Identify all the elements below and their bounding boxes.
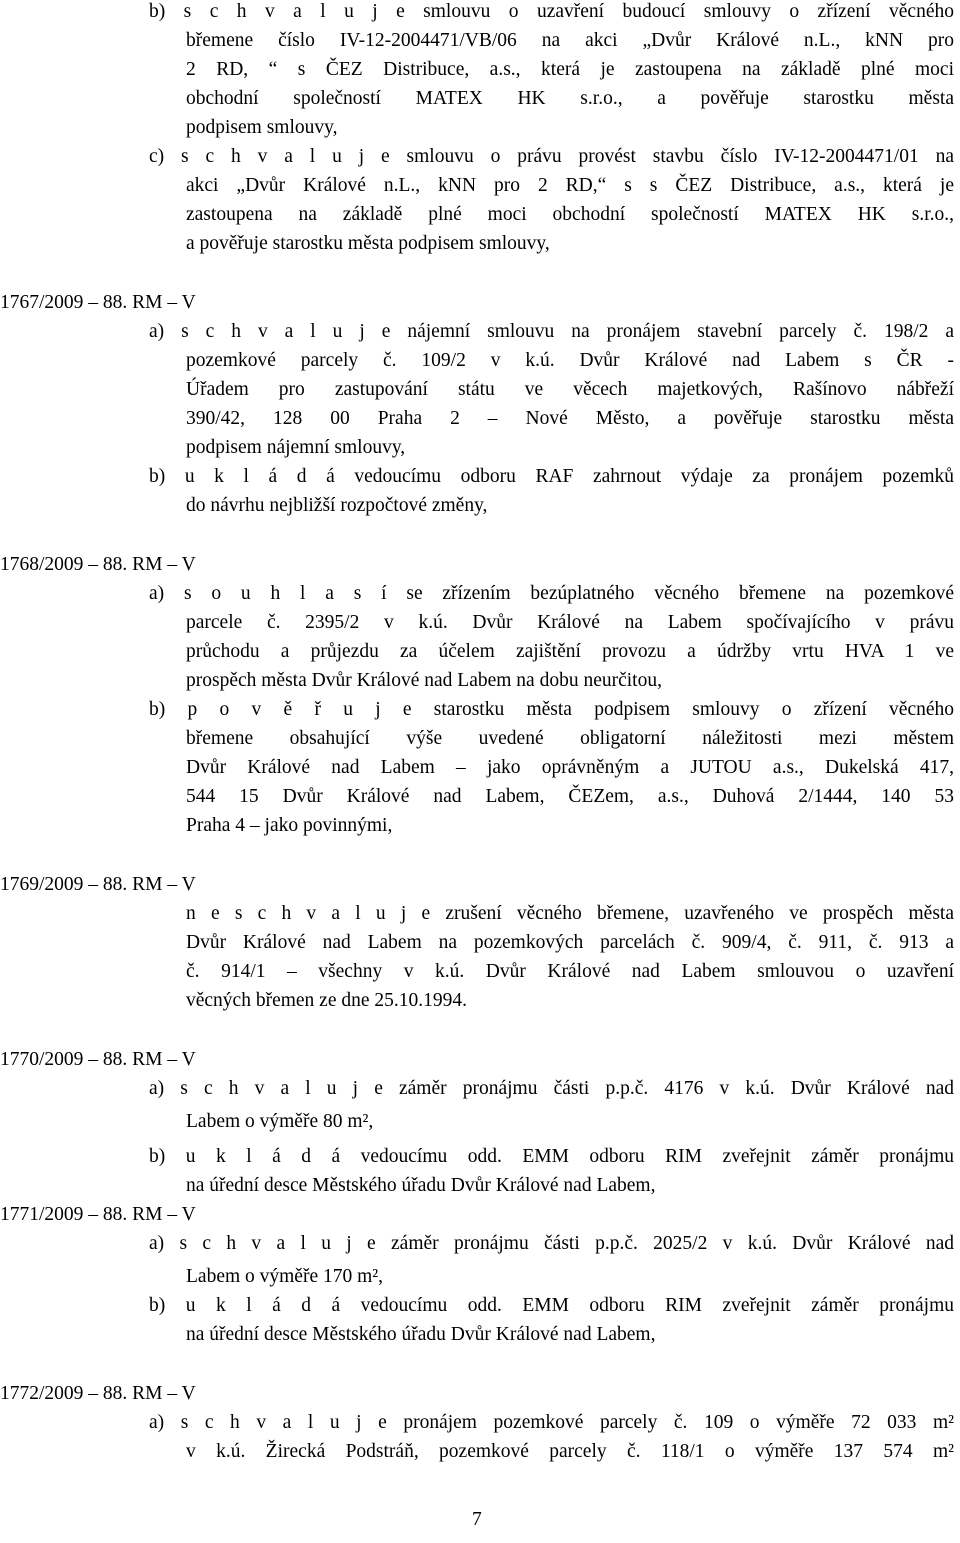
text-line: 2 RD, “ s ČEZ Distribuce, a.s., která je zastoupena na základě plné moci: [186, 59, 954, 80]
text-line: 1768/2009 – 88. RM – V: [0, 554, 196, 575]
text-line: 390/42, 128 00 Praha 2 – Nové Město, a pověřuje starostku města: [186, 408, 954, 429]
text-line: č. 914/1 – všechny v k.ú. Dvůr Králové nad Labem smlouvou o uzavření: [186, 961, 954, 982]
text-line: 1771/2009 – 88. RM – V: [0, 1204, 196, 1225]
text-line: podpisem smlouvy,: [186, 117, 338, 138]
text-line: Úřadem pro zastupování státu ve věcech majetkových, Rašínovo nábřeží: [186, 379, 954, 400]
text-line: Dvůr Králové nad Labem – jako oprávněným a JUTOU a.s., Dukelská 417,: [186, 757, 954, 778]
page-number: 7: [472, 1509, 482, 1530]
text-line: b) u k l á d á vedoucímu odd. EMM odboru RIM zveřejnit záměr pronájmu: [149, 1146, 954, 1167]
text-line: a) s c h v a l u j e pronájem pozemkové parcely č. 109 o výměře 72 033 m²: [149, 1412, 954, 1433]
text-line: a) s c h v a l u j e záměr pronájmu části p.p.č. 4176 v k.ú. Dvůr Králové nad: [149, 1078, 954, 1099]
text-line: n e s c h v a l u j e zrušení věcného břemene, uzavřeného ve prospěch města: [186, 903, 954, 924]
text-line: Praha 4 – jako povinnými,: [186, 815, 393, 836]
text-line: zastoupena na základě plné moci obchodní společností MATEX HK s.r.o.,: [186, 204, 954, 225]
text-line: pozemkové parcely č. 109/2 v k.ú. Dvůr Králové nad Labem s ČR -: [186, 350, 954, 371]
text-line: prospěch města Dvůr Králové nad Labem na dobu neurčitou,: [186, 670, 662, 691]
text-line: na úřední desce Městského úřadu Dvůr Králové nad Labem,: [186, 1324, 656, 1345]
text-line: na úřední desce Městského úřadu Dvůr Králové nad Labem,: [186, 1175, 656, 1196]
text-line: a) s c h v a l u j e nájemní smlouvu na pronájem stavební parcely č. 198/2 a: [149, 321, 954, 342]
text-line: břemene obsahující výše uvedené obligatorní náležitosti mezi městem: [186, 728, 954, 749]
text-line: b) p o v ě ř u j e starostku města podpisem smlouvy o zřízení věcného: [149, 699, 954, 720]
text-line: 1772/2009 – 88. RM – V: [0, 1383, 196, 1404]
text-line: a) s o u h l a s í se zřízením bezúplatného věcného břemene na pozemkové: [149, 583, 954, 604]
text-line: a pověřuje starostku města podpisem smlouvy,: [186, 233, 550, 254]
text-line: podpisem nájemní smlouvy,: [186, 437, 406, 458]
text-line: Dvůr Králové nad Labem na pozemkových parcelách č. 909/4, č. 911, č. 913 a: [186, 932, 954, 953]
text-line: akci „Dvůr Králové n.L., kNN pro 2 RD,“ s s ČEZ Distribuce, a.s., která je: [186, 175, 954, 196]
text-line: průchodu a průjezdu za účelem zajištění provozu a údržby vrtu HVA 1 ve: [186, 641, 954, 662]
text-line: 1767/2009 – 88. RM – V: [0, 292, 196, 313]
text-line: c) s c h v a l u j e smlouvu o právu provést stavbu číslo IV-12-2004471/01 na: [149, 146, 954, 167]
text-line: v k.ú. Žirecká Podstráň, pozemkové parcely č. 118/1 o výměře 137 574 m²: [186, 1441, 954, 1462]
text-line: parcele č. 2395/2 v k.ú. Dvůr Králové na Labem spočívajícího v právu: [186, 612, 954, 633]
text-line: 544 15 Dvůr Králové nad Labem, ČEZem, a.s., Duhová 2/1444, 140 53: [186, 786, 954, 807]
text-line: Labem o výměře 80 m²,: [186, 1111, 374, 1132]
text-line: b) u k l á d á vedoucímu odboru RAF zahrnout výdaje za pronájem pozemků: [149, 466, 954, 487]
text-line: b) s c h v a l u j e smlouvu o uzavření budoucí smlouvy o zřízení věcného: [149, 1, 954, 22]
text-line: b) u k l á d á vedoucímu odd. EMM odboru RIM zveřejnit záměr pronájmu: [149, 1295, 954, 1316]
text-line: 1769/2009 – 88. RM – V: [0, 874, 196, 895]
text-line: a) s c h v a l u j e záměr pronájmu části p.p.č. 2025/2 v k.ú. Dvůr Králové nad: [149, 1233, 954, 1254]
text-line: věcných břemen ze dne 25.10.1994.: [186, 990, 468, 1011]
text-line: obchodní společností MATEX HK s.r.o., a pověřuje starostku města: [186, 88, 954, 109]
text-line: břemene číslo IV-12-2004471/VB/06 na akci „Dvůr Králové n.L., kNN pro: [186, 30, 954, 51]
text-line: 1770/2009 – 88. RM – V: [0, 1049, 196, 1070]
text-line: do návrhu nejbližší rozpočtové změny,: [186, 495, 488, 516]
text-line: Labem o výměře 170 m²,: [186, 1266, 383, 1287]
